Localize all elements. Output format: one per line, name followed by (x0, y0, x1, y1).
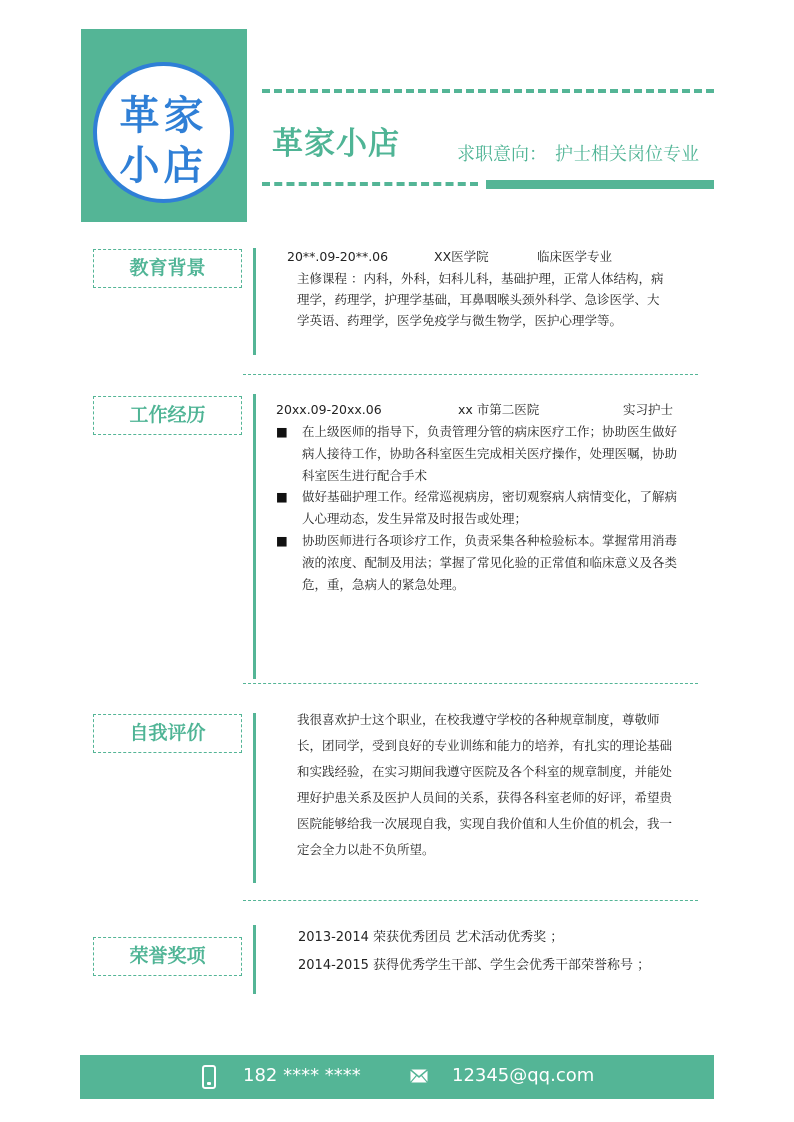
phone-number: 182 **** **** (243, 1065, 361, 1086)
bullet-line: 人心理动态，发生异常及时报告或处理； (302, 511, 528, 526)
header-dashed-rule-top (262, 89, 714, 93)
bullet-line: 危，重，急病人的紧急处理。 (302, 577, 465, 592)
bullet-marker: ■ (276, 424, 288, 439)
logo-block (81, 29, 247, 222)
honor-item: 2013-2014 荣获优秀团员 艺术活动优秀奖 ； (298, 930, 564, 945)
candidate-name: 革家小店 (272, 126, 400, 162)
section-divider-work (253, 394, 256, 679)
email-address: 12345@qq.com (452, 1065, 595, 1086)
education-period: 20**.09-20**.06 (287, 249, 389, 264)
header-dashed-rule-bottom (262, 182, 478, 186)
section-separator (243, 683, 698, 684)
self-eval-line: 理好护患关系及医护人员间的关系，获得各科室老师的好评，希望贵 (297, 790, 673, 805)
bullet-line: 协助医师进行各项诊疗工作，负责采集各种检验标本。掌握常用消毒 (302, 533, 678, 548)
self-eval-line: 长，团同学，受到良好的专业训练和能力的培养，有扎实的理论基础 (297, 738, 673, 753)
honor-item: 2014-2015 获得优秀学生干部、学生会优秀干部荣誉称号 ； (298, 958, 651, 973)
logo-seal (93, 62, 234, 203)
self-eval-line: 医院能够给我一次展现自我，实现自我价值和人生价值的机会，我一 (297, 816, 673, 831)
self-eval-line: 和实践经验，在实习期间我遵守医院及各个科室的规章制度，并能处 (297, 764, 673, 779)
work-period: 20xx.09-20xx.06 (276, 402, 382, 417)
header-accent-bar (486, 180, 714, 189)
education-courses-line: 学英语、药理学，医学免疫学与微生物学，医护心理学等。 (297, 313, 623, 328)
section-separator (243, 900, 698, 901)
education-school: XX医学院 (434, 249, 489, 264)
mail-icon (410, 1069, 428, 1083)
job-intent-value: 护士相关岗位专业 (555, 144, 699, 165)
bullet-line: 做好基础护理工作。经常巡视病房，密切观察病人病情变化，了解病 (302, 489, 678, 504)
phone-icon (202, 1065, 216, 1089)
education-courses-line: 主修课程 ：内科，外科，妇科儿科，基础护理，正常人体结构，病 (297, 271, 664, 286)
section-title-education: 教育背景 (93, 249, 242, 288)
work-organization: xx 市第二医院 (458, 402, 540, 417)
logo-text-line2: 小店 (119, 142, 208, 189)
work-role: 实习护士 (623, 402, 674, 417)
section-divider-education (253, 248, 256, 355)
bullet-line: 科室医生进行配合手术 (302, 468, 428, 483)
logo-text-line1: 革家 (119, 92, 208, 139)
education-major: 临床医学专业 (537, 249, 613, 264)
job-intent-label: 求职意向： (457, 144, 547, 165)
bullet-line: 液的浓度、配制及用法；掌握了常见化验的正常值和临床意义及各类 (302, 555, 678, 570)
section-title-honors: 荣誉奖项 (93, 937, 242, 976)
self-eval-line: 定会全力以赴不负所望。 (297, 842, 435, 857)
self-eval-line: 我很喜欢护士这个职业，在校我遵守学校的各种规章制度，尊敬师 (297, 712, 660, 727)
section-title-work: 工作经历 (93, 396, 242, 435)
section-title-self-evaluation: 自我评价 (93, 714, 242, 753)
section-divider-honors (253, 925, 256, 994)
bullet-line: 在上级医师的指导下，负责管理分管的病床医疗工作；协助医生做好 (302, 424, 678, 439)
contact-footer (80, 1055, 714, 1099)
bullet-marker: ■ (276, 533, 288, 548)
bullet-marker: ■ (276, 489, 288, 504)
section-divider-self (253, 713, 256, 883)
bullet-line: 病人接待工作，协助各科室医生完成相关医疗操作，处理医嘱，协助 (302, 446, 678, 461)
education-courses-line: 理学，药理学，护理学基础，耳鼻咽喉头颈外科学、急诊医学、大 (297, 292, 660, 307)
section-separator (243, 374, 698, 375)
